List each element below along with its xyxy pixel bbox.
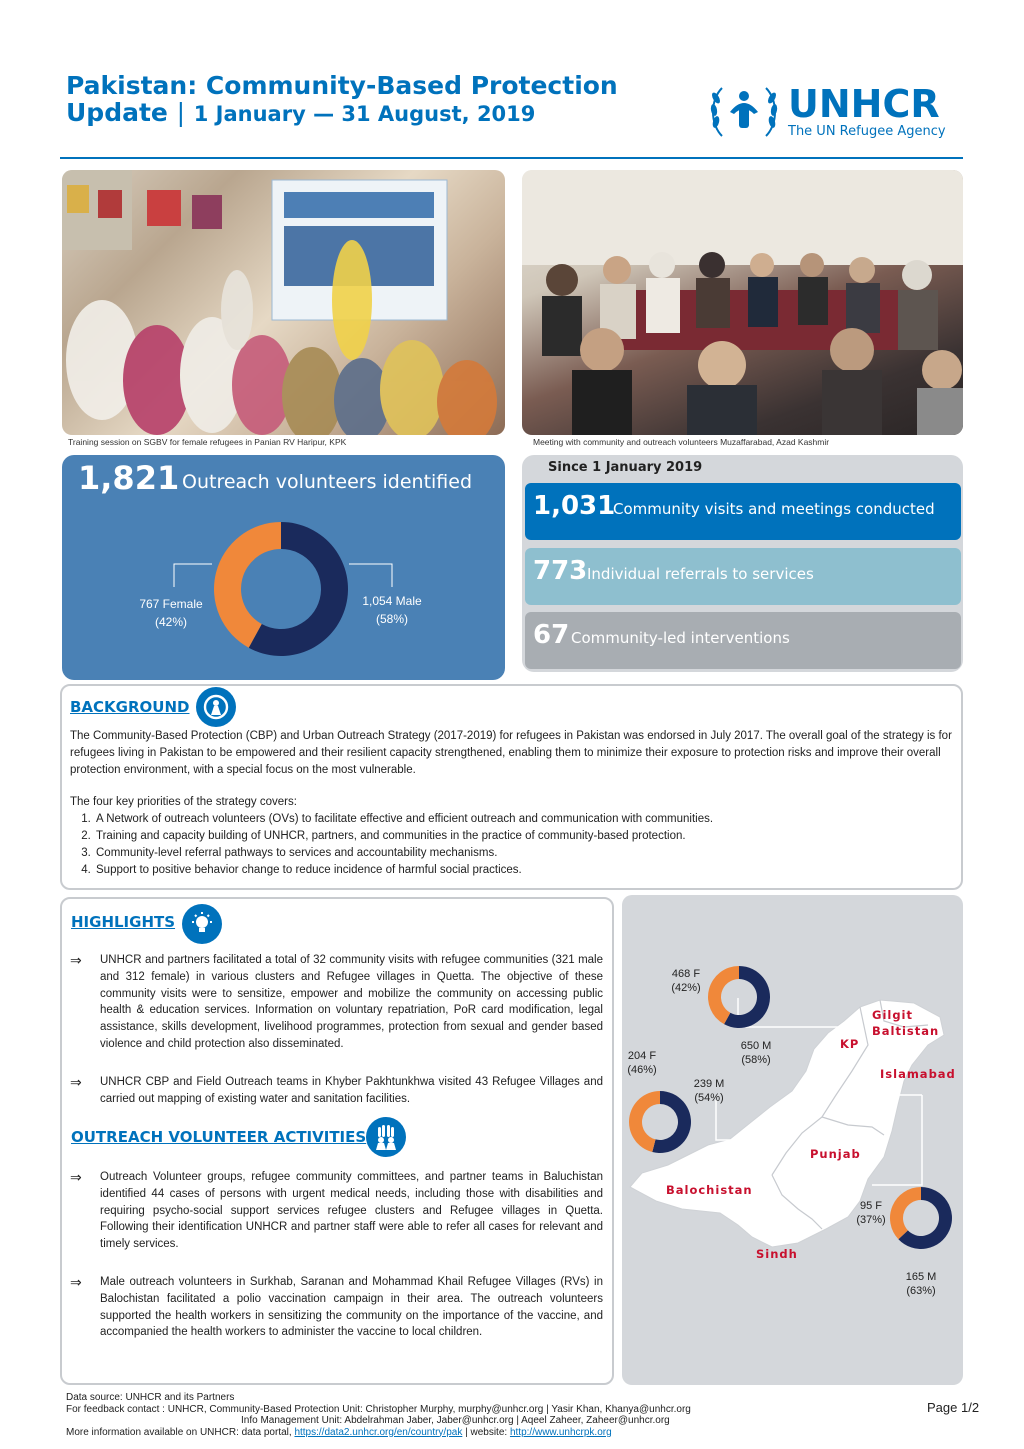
- raised-hands-icon: [366, 1117, 406, 1157]
- priority-item: 2. Training and capacity building of UNHCR, partners, and communities in the practice of community-based protection.: [94, 828, 956, 845]
- islamabad-male-count: 165 M (63%): [905, 1271, 937, 1297]
- male-volunteers-label: 1,054 Male (58%): [362, 594, 422, 626]
- lightbulb-icon: [182, 904, 222, 944]
- map-label-sindh: Sindh: [756, 1247, 798, 1261]
- bullet-arrow: ⇒: [70, 1274, 82, 1290]
- title-separator: |: [176, 98, 186, 127]
- priority-item: 1. A Network of outreach volunteers (OVs) to facilitate effective and efficient outreach and communication with communities.: [94, 811, 956, 828]
- photo-caption-right: Meeting with community and outreach volunteers Muzaffarabad, Azad Kashmir: [533, 437, 830, 447]
- map-label-kp: KP: [840, 1037, 860, 1051]
- highlight-item: UNHCR CBP and Field Outreach teams in Khyber Pakhtunkhwa visited 43 Refugee Villages and carried out mapping of existing water and sanitation facilities.: [100, 1076, 603, 1105]
- bullet-arrow: ⇒: [70, 1074, 82, 1090]
- since-label: Since 1 January 2019: [548, 460, 703, 475]
- photo-caption-left: Training session on SGBV for female refugees in Panian RV Haripur, KPK: [68, 437, 347, 447]
- outreach-volunteers-panel: [62, 455, 505, 680]
- islamabad-female-slice: [890, 1187, 921, 1239]
- footer-more-info: More information available on UNHCR: data portal, https://data2.unhcr.org/en/country/pak | website: http://www.unhcrpk.org: [66, 1426, 612, 1438]
- laurel-person-icon: [708, 80, 780, 144]
- outreach-volunteers-count: 1,821: [78, 459, 180, 497]
- balochistan-female-count: 204 F (46%): [627, 1050, 657, 1076]
- outreach-activities-heading: OUTREACH VOLUNTEER ACTIVITIES: [71, 1128, 367, 1146]
- title-line1: Pakistan: Community-Based Protection: [66, 71, 618, 100]
- protection-hands-icon: [196, 687, 236, 727]
- outreach-activity-item: Male outreach volunteers in Surkhab, Saranan and Mohammad Khail Refugee Villages (RVs) in Balochistan facilitated a polio vaccination campaign in their area. The outreach volunteers supported the health workers in sensitizing the community on the importance of the vaccine, and accompanied the health workers to administer the vaccine to local children.: [100, 1276, 603, 1339]
- community-meeting-photo: [522, 170, 963, 435]
- priority-item: 4. Support to positive behavior change to reduce incidence of harmful social practices.: [94, 862, 956, 879]
- highlight-item: UNHCR and partners facilitated a total of 32 community visits with refugee communities (321 male and 312 female) in various clusters and Refugee villages in Quetta. The objective of these community visits were to sensitize, empower and mobilize the community on accessing public health & education services. Information on voluntary repatriation, PoR card modification, legal assistance, skills development, livelihood programmes, protection from sexual and gender based violence and child protection also disseminated.: [100, 954, 603, 1050]
- map-label-balochistan: Balochistan: [666, 1183, 753, 1197]
- stat-row-interventions: [525, 612, 961, 669]
- outreach-activity-item: Outreach Volunteer groups, refugee community committees, and partner teams in Baluchistan identified 44 cases of persons with urgent medical needs, including those with disabilities and requiring psycho-social support services refugee clusters and Refugee villages in Quetta. Following their identification UNHCR and partner staff were able to refer all cases for relevant and timely services.: [100, 1171, 603, 1251]
- page-number: Page 1/2: [927, 1400, 980, 1415]
- outreach-donut-chart: [62, 455, 505, 680]
- highlights-section: [60, 897, 614, 1385]
- unhcr-logo: [708, 76, 968, 146]
- stat-number: 773: [533, 556, 588, 586]
- footer-info-management: Info Management Unit: Abdelrahman Jaber, Jaber@unhcr.org | Aqeel Zaheer, Zaheer@unhcr.org: [241, 1415, 670, 1426]
- pakistan-map-panel: [622, 895, 963, 1385]
- map-label-islamabad: Islamabad: [880, 1067, 956, 1081]
- kp-female-count: 468 F (42%): [671, 968, 701, 994]
- map-label-punjab: Punjab: [810, 1147, 861, 1161]
- stat-number: 67: [533, 620, 570, 650]
- page-title: [66, 72, 686, 128]
- title-line2-prefix: Update: [66, 98, 168, 127]
- footer: [66, 1392, 926, 1438]
- background-text: [70, 728, 956, 879]
- title-dates: 1 January — 31 August, 2019: [193, 102, 536, 126]
- footer-data-source: Data source: UNHCR and its Partners: [66, 1392, 235, 1403]
- highlights-heading: HIGHLIGHTS: [71, 913, 176, 931]
- background-section: [60, 684, 963, 890]
- background-heading: BACKGROUND: [70, 698, 190, 716]
- bullet-arrow: ⇒: [70, 1169, 82, 1185]
- background-paragraph: The Community-Based Protection (CBP) and Urban Outreach Strategy (2017-2019) for refugees in Pakistan was endorsed in July 2017. The overall goal of the strategy is for refugees living in Pakistan to be empowered and their resilient capacity strengthened, enabling them to minimize their exposure to protection risks and improve their overall protection environment, with a special focus on the most vulnerable.: [70, 730, 952, 776]
- balochistan-male-count: 239 M (54%): [693, 1078, 725, 1104]
- outreach-volunteers-label: Outreach volunteers identified: [182, 471, 473, 493]
- stat-row-community-visits: [525, 483, 961, 540]
- female-volunteers-label: 767 Female (42%): [139, 597, 203, 629]
- website-link[interactable]: http://www.unhcrpk.org: [509, 1426, 612, 1438]
- bullet-arrow: ⇒: [70, 952, 82, 968]
- logo-wordmark: UNHCR: [788, 82, 940, 126]
- data-portal-link[interactable]: https://data2.unhcr.org/en/country/pak: [294, 1426, 463, 1438]
- stat-number: 1,031: [533, 491, 616, 521]
- stat-row-referrals: [525, 548, 961, 605]
- map-label-gilgit-baltistan: Gilgit Baltistan: [872, 1008, 940, 1038]
- header-divider: [60, 157, 963, 159]
- logo-tagline: The UN Refugee Agency: [788, 124, 946, 139]
- priorities-intro: The four key priorities of the strategy covers:: [70, 796, 297, 808]
- priority-item: 3. Community-level referral pathways to services and accountability mechanisms.: [94, 845, 956, 862]
- islamabad-female-count: 95 F (37%): [856, 1200, 886, 1226]
- priorities-list: [70, 811, 956, 879]
- training-session-photo: [62, 170, 505, 435]
- stat-label: Community visits and meetings conducted: [613, 500, 935, 518]
- stat-label: Individual referrals to services: [587, 565, 814, 583]
- stat-label: Community-led interventions: [571, 629, 790, 647]
- kp-male-count: 650 M (58%): [740, 1040, 772, 1066]
- footer-feedback-contact: For feedback contact : UNHCR, Community-Based Protection Unit: Christopher Murphy, murphy@unhcr.org | Yasir Khan, Khanya@unhcr.org: [66, 1403, 691, 1415]
